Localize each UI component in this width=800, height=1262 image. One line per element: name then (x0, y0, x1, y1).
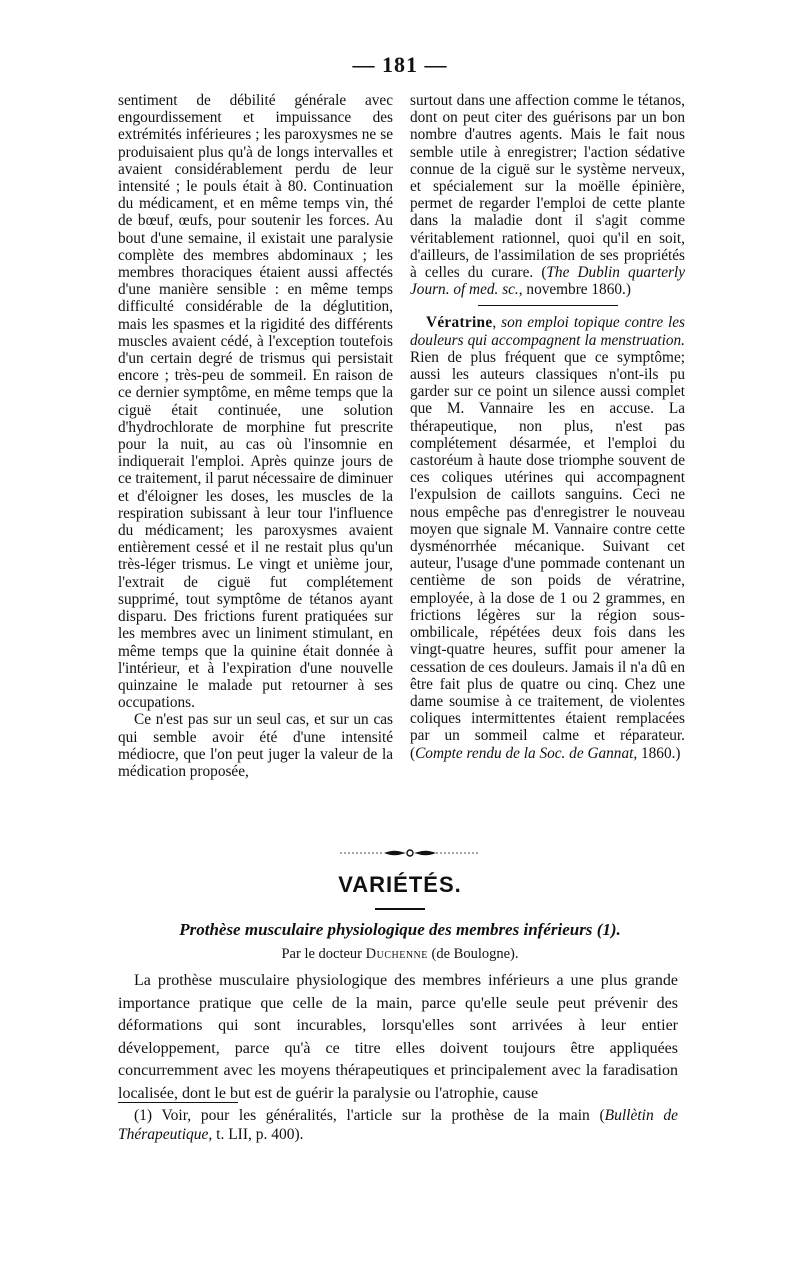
section-title-rule (375, 908, 425, 910)
item-divider (478, 305, 618, 306)
footnote-end: t. LII, p. 400). (212, 1126, 304, 1143)
footnote-source: Bullètin de Thérapeutique, (118, 1107, 679, 1143)
item-subheading: son emploi topique contre les douleurs qui accompagnent la menstruation. (410, 314, 685, 349)
right-paragraph-2-source: Compte rendu de la Soc. de Gannat, (415, 744, 638, 762)
article-title-text: Prothèse musculaire physiologique des membres inférieurs (179, 920, 593, 939)
right-paragraph-1-end: , novembre 1860.) (518, 281, 631, 299)
left-paragraph-1: sentiment de débilité générale avec engourdissement et impuissance des extrémités inférieures ; les paroxysmes ne se produisaient plus qu'à de longs intervalles et avaient considérablement perdu de leur intensité ; le pouls était à 80. Continuation du médicament, et en même temps vin, thé de bœuf, œufs, pour soutenir les forces. Au bout d'une semaine, il existait une paralysie complète des membres abdominaux ; les membres thoraciques étaient aussi affectés d'une manière sensible : en même temps difficulté considérable de la déglutition, mais les spasmes et la rigidité des différents muscles avaient cédé, à l'exception toutefois d'un certain degré de trismus qui persistait encore ; très-peu de sommeil. En raison de ce dernier symptôme, en même temps que la ciguë était continuée, une solution d'hydrochlorate de morphine fut prescrite pour la nuit, au cas où l'insomnie en indiquerait l'emploi. Après quinze jours de ce traitement, il parut nécessaire de diminuer et d'éloigner les doses, les muscles de la respiration subissant à leur tour l'influence du médicament; les paroxysmes avaient entièrement cessé et il ne restait plus qu'un très-léger trismus. Le vingt et unième jour, l'extrait de ciguë fut complétement supprimé, tout symptôme de tétanos ayant disparu. Des frictions furent pratiquées sur les membres avec un liniment stimulant, en même temps que la quinine était donnée à l'intérieur, et à l'expiration d'une nouvelle quinzaine le malade put retourner à ses occupations. (118, 92, 393, 712)
left-paragraph-2: Ce n'est pas sur un seul cas, et sur un cas qui semble avoir été d'une intensité médiocre, que l'on peut juger la valeur de la médication proposée, (118, 711, 393, 780)
ornament-divider (340, 848, 480, 858)
section-title: VARIÉTÉS. (338, 872, 462, 897)
item-heading-separator: , (492, 314, 502, 332)
article-title (0, 920, 800, 940)
article-byline (0, 946, 800, 963)
byline-prefix: Par le docteur (281, 946, 366, 962)
byline-suffix: (de Boulogne). (427, 946, 519, 962)
right-column (410, 92, 685, 762)
footnote-rule (118, 1102, 238, 1103)
article-note-reference: (1). (596, 920, 621, 939)
right-paragraph-1 (410, 92, 685, 298)
right-paragraph-2-text: Rien de plus fréquent que ce symptôme; aussi les auteurs classiques n'ont-ils pu garder sur ce point un silence aussi complet que M. Vannaire les en accuse. La thérapeutique, non plus, n'est pas complétement désarmée, et l'emploi du castoréum à haute dose triomphe souvent de ces coliques utérines qui accompagnent l'expulsion de caillots sanguins. Ceci ne nous empêche pas d'enregistrer le nouveau moyen que signale M. Vannaire contre cette dysménorrhée mécanique. Suivant cet auteur, l'usage d'une pommade contenant un centième de son poids de vératrine, employée, à la dose de 1 ou 2 grammes, en frictions légères sur la région sous-ombilicale, répétées deux fois dans les vingt-quatre heures, suffit pour amener la cessation de ces douleurs. Jamais il n'a dû en être fait plus de quatre ou cinq. Chez une dame soumise à ce traitement, de violentes coliques intermittentes étaient remplacées par un sommeil calme et réparateur. ( (410, 348, 685, 762)
footnote-text: Voir, pour les généralités, l'article sur la prothèse de la main ( (152, 1107, 605, 1124)
right-paragraph-2 (410, 314, 685, 761)
right-paragraph-1-text: surtout dans une affection comme le tétanos, dont on peut citer des guérisons par un bon nombre d'autres agents. Mais le fait nous semble utile à enregistrer; l'action sédative connue de la ciguë sur le système nerveux, et spécialement sur la moëlle épinière, permet de regarder l'emploi de cette plante dans la maladie dont il s'agit comme véritablement rationnel, quoi qu'il en soit, d'ailleurs, de l'assimilation de ses propriétés à celles du curare. ( (410, 92, 685, 282)
footnote-marker: (1) (134, 1107, 153, 1124)
right-paragraph-1-source: The Dublin quarterly Journ. of med. sc. (410, 264, 685, 299)
byline-author: Duchenne (365, 946, 428, 962)
right-paragraph-2-end: 1860.) (637, 744, 681, 762)
item-heading: Vératrine (426, 314, 493, 332)
page-number: — 181 — (352, 52, 448, 77)
left-column (118, 92, 393, 780)
article-body: La prothèse musculaire physiologique des membres inférieurs a une plus grande importance pratique que celle de la main, parce qu'elle seule peut prévenir des déformations qui sont incurables, lorsqu'elles sont arrivées à leur entier développement, parce qu'à ce titre elles doivent toujours être appliquées concurremment avec les moyens thérapeutiques et principalement avec la faradisation localisée, dont le but est de guérir la paralysie ou l'atrophie, cause (118, 972, 678, 1102)
footnote (118, 1106, 678, 1144)
